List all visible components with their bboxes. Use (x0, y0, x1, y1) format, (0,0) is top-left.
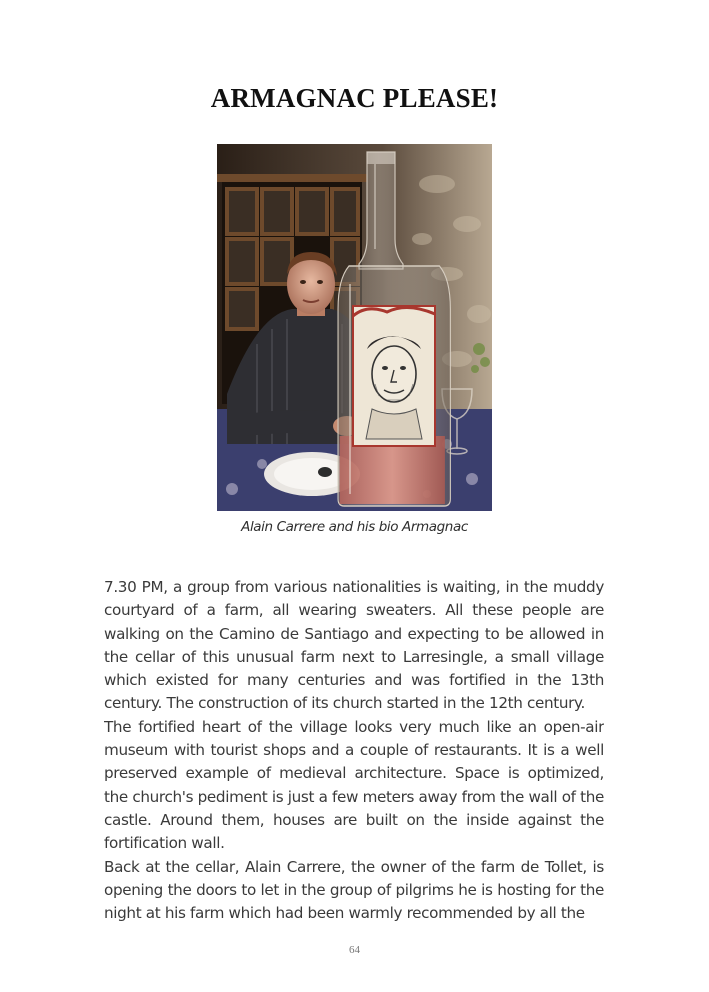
photo-caption: Alain Carrere and his bio Armagnac (241, 519, 468, 535)
body-text (104, 576, 604, 924)
page-number: 64 (349, 944, 360, 956)
paragraph: 7.30 PM, a group from various nationalities is waiting, in the muddy courtyard of a farm, all wearing sweaters. All these people are walking on the Camino de Santiago and expecting to be allowed in the cellar of this unusual farm next to Larresingle, a small village which existed for many centuries and was fortified in the 13th century. The construction of its church started in the 12th century. (104, 578, 604, 713)
paragraph: Back at the cellar, Alain Carrere, the owner of the farm de Tollet, is opening the doors to let in the group of pilgrims he is hosting for the night at his farm which had been warmly recommended by all the (104, 857, 604, 923)
page-title: ARMAGNAC PLEASE! (210, 83, 499, 113)
paragraph: The fortified heart of the village looks very much like an open-air museum with tourist shops and a couple of restaurants. It is a well preserved example of medieval architecture. Space is optimized, the church's pediment is just a few meters away from the wall of the castle. Around them, houses are built on the inside against the fortification wall. (104, 717, 604, 853)
photo-alain-carrere-with-bottle (217, 144, 492, 511)
